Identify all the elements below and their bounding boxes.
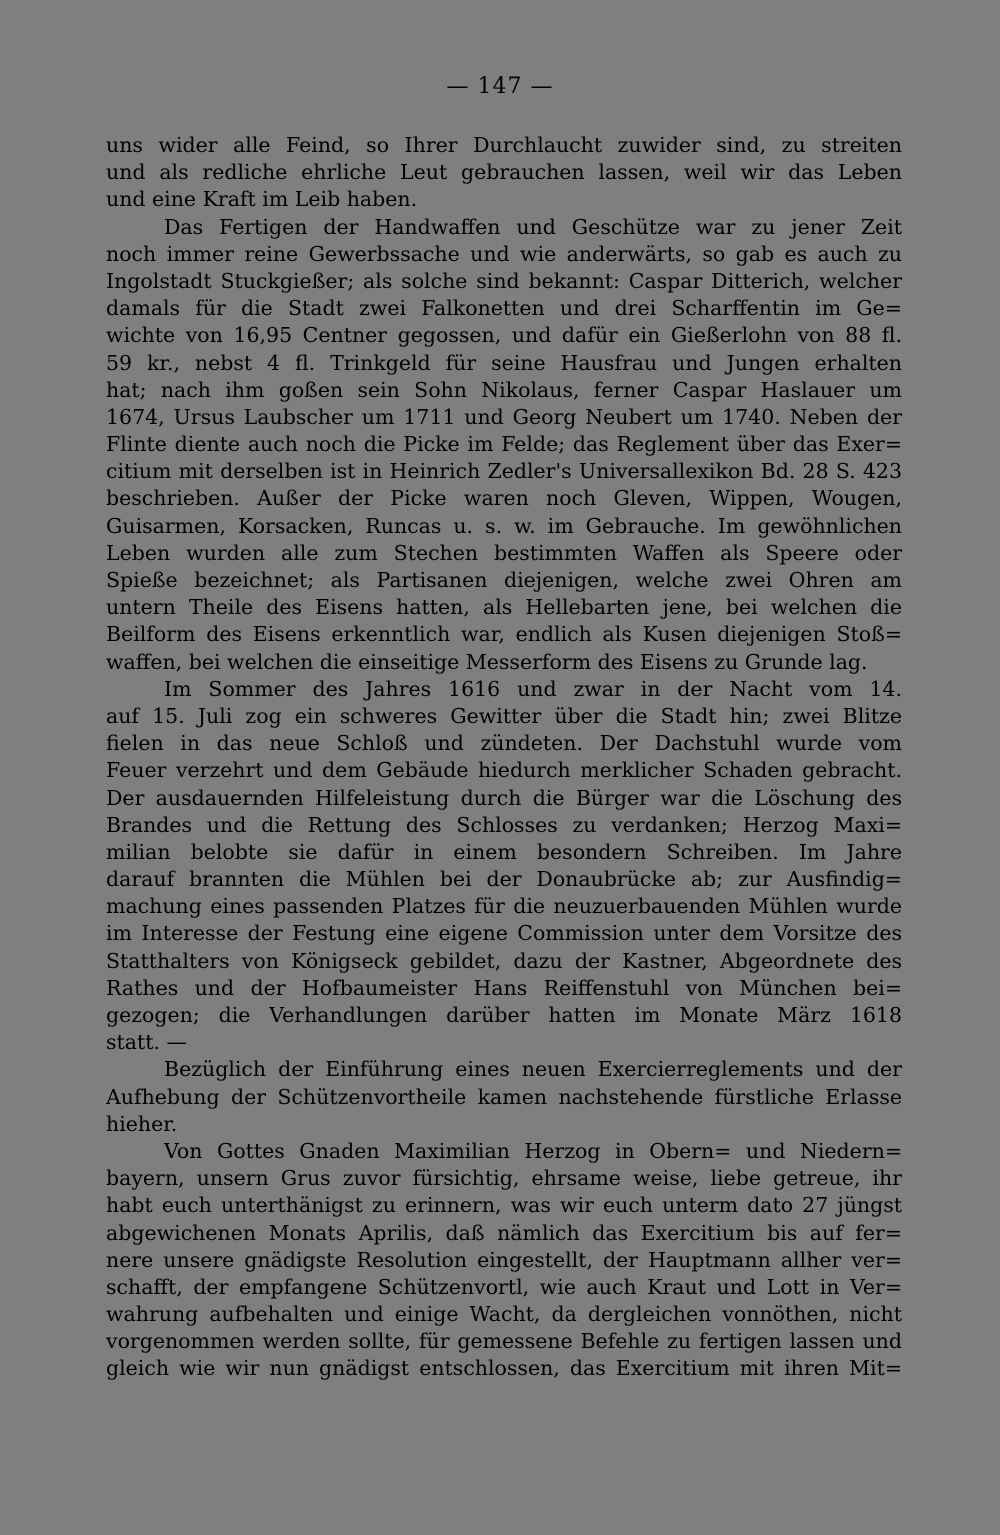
text-line: und eine Kraft im Leib haben. — [106, 187, 418, 212]
text-line: gezogen; die Verhandlungen darüber hatten im Monate März 1618 — [106, 1003, 902, 1027]
text-line: Im Sommer des Jahres 1616 und zwar in der Nacht vom 14. — [164, 676, 902, 701]
text-line: citium mit derselben ist in Heinrich Zedler's Universallexikon Bd. 28 S. 423 — [106, 459, 902, 484]
text-line: bayern, unsern Grus zuvor fürsichtig, ehrsame weise, liebe getreue, ihr — [106, 1166, 902, 1191]
text-line: wahrung aufbehalten und einige Wacht, da dergleichen vonnöthen, nicht — [106, 1302, 902, 1327]
text-line: wichte von 16,95 Centner gegossen, und dafür ein Gießerlohn von 88 fl. — [106, 323, 902, 348]
text-line: im Interesse der Festung eine eigene Commission unter dem Vorsitze des — [106, 921, 902, 946]
text-line: milian belobte sie dafür in einem besondern Schreiben. Im Jahre — [106, 839, 902, 864]
text-line: 59 kr., nebst 4 fl. Trinkgeld für seine Hausfrau und Jungen erhalten — [106, 350, 902, 375]
text-line: Guisarmen, Korsacken, Runcas u. s. w. im Gebrauche. Im gewöhnlichen — [106, 513, 902, 538]
text-line: untern Theile des Eisens hatten, als Hellebarten jene, bei welchen die — [106, 595, 902, 620]
text-line: Brandes und die Rettung des Schlosses zu verdanken; Herzog Maxi= — [106, 812, 902, 837]
text-line: Aufhebung der Schützenvortheile kamen nachstehende fürstliche Erlasse — [106, 1084, 902, 1109]
text-line: darauf brannten die Mühlen bei der Donaubrücke ab; zur Ausfindig= — [106, 867, 902, 892]
text-line: vorgenommen werden sollte, für gemessene Befehle zu fertigen lassen und — [106, 1329, 902, 1354]
text-line: und als redliche ehrliche Leut gebrauchen lassen, weil wir das Leben — [106, 160, 902, 185]
text-line: statt. — — [106, 1030, 187, 1055]
text-line: uns wider alle Feind, so Ihrer Durchlaucht zuwider sind, zu streiten — [106, 133, 902, 157]
text-line: Feuer verzehrt und dem Gebäude hiedurch merklicher Schaden gebracht. — [106, 758, 902, 783]
text-line: noch immer reine Gewerbssache und wie anderwärts, so gab es auch zu — [106, 241, 902, 266]
text-line: gleich wie wir nun gnädigst entschlossen, das Exercitium mit ihren Mit= — [106, 1356, 902, 1381]
text-line: beschrieben. Außer der Picke waren noch Gleven, Wippen, Wougen, — [106, 486, 902, 511]
text-line: schafft, der empfangene Schützenvortl, wie auch Kraut und Lott in Ver= — [106, 1274, 902, 1299]
text-line: machung eines passenden Platzes für die neuzuerbauenden Mühlen wurde — [106, 894, 902, 919]
body-text — [106, 132, 902, 1383]
text-line: waffen, bei welchen die einseitige Messerform des Eisens zu Grunde lag. — [106, 649, 868, 674]
text-line: Rathes und der Hofbaumeister Hans Reiffenstuhl von München bei= — [106, 975, 902, 1000]
text-line: Flinte diente auch noch die Picke im Felde; das Reglement über das Exer= — [106, 432, 902, 457]
text-line: fielen in das neue Schloß und zündeten. Der Dachstuhl wurde vom — [106, 731, 902, 756]
text-line: Leben wurden alle zum Stechen bestimmten Waffen als Speere oder — [106, 540, 902, 565]
text-line: habt euch unterthänigst zu erinnern, was wir euch unterm dato 27 jüngst — [106, 1193, 902, 1218]
page-number: — 147 — — [446, 74, 554, 99]
text-line: auf 15. Juli zog ein schweres Gewitter über die Stadt hin; zwei Blitze — [106, 703, 902, 728]
text-line: Spieße bezeichnet; als Partisanen diejenigen, welche zwei Ohren am — [106, 568, 902, 592]
text-line: Das Fertigen der Handwaffen und Geschütze war zu jener Zeit — [164, 214, 902, 239]
text-line: Beilform des Eisens erkenntlich war, endlich als Kusen diejenigen Stoß= — [106, 622, 902, 647]
text-line: Statthalters von Königseck gebildet, dazu der Kastner, Abgeordnete des — [106, 948, 902, 973]
text-line: Von Gottes Gnaden Maximilian Herzog in Obern= und Niedern= — [164, 1138, 902, 1163]
text-line: Bezüglich der Einführung eines neuen Exercierreglements und der — [164, 1057, 902, 1082]
text-line: hat; nach ihm goßen sein Sohn Nikolaus, ferner Caspar Haslauer um — [106, 377, 902, 402]
text-line: Der ausdauernden Hilfeleistung durch die Bürger war die Löschung des — [106, 785, 902, 810]
text-line: Ingolstadt Stuckgießer; als solche sind bekannt: Caspar Ditterich, welcher — [106, 268, 902, 293]
text-line: nere unsere gnädigste Resolution eingestellt, der Hauptmann allher ver= — [106, 1247, 902, 1272]
text-line: damals für die Stadt zwei Falkonetten und drei Scharffentin im Ge= — [106, 296, 902, 321]
text-line: hieher. — [106, 1111, 178, 1136]
text-line: 1674, Ursus Laubscher um 1711 und Georg Neubert um 1740. Neben der — [106, 404, 902, 429]
text-line: abgewichenen Monats Aprilis, daß nämlich das Exercitium bis auf fer= — [106, 1220, 902, 1245]
